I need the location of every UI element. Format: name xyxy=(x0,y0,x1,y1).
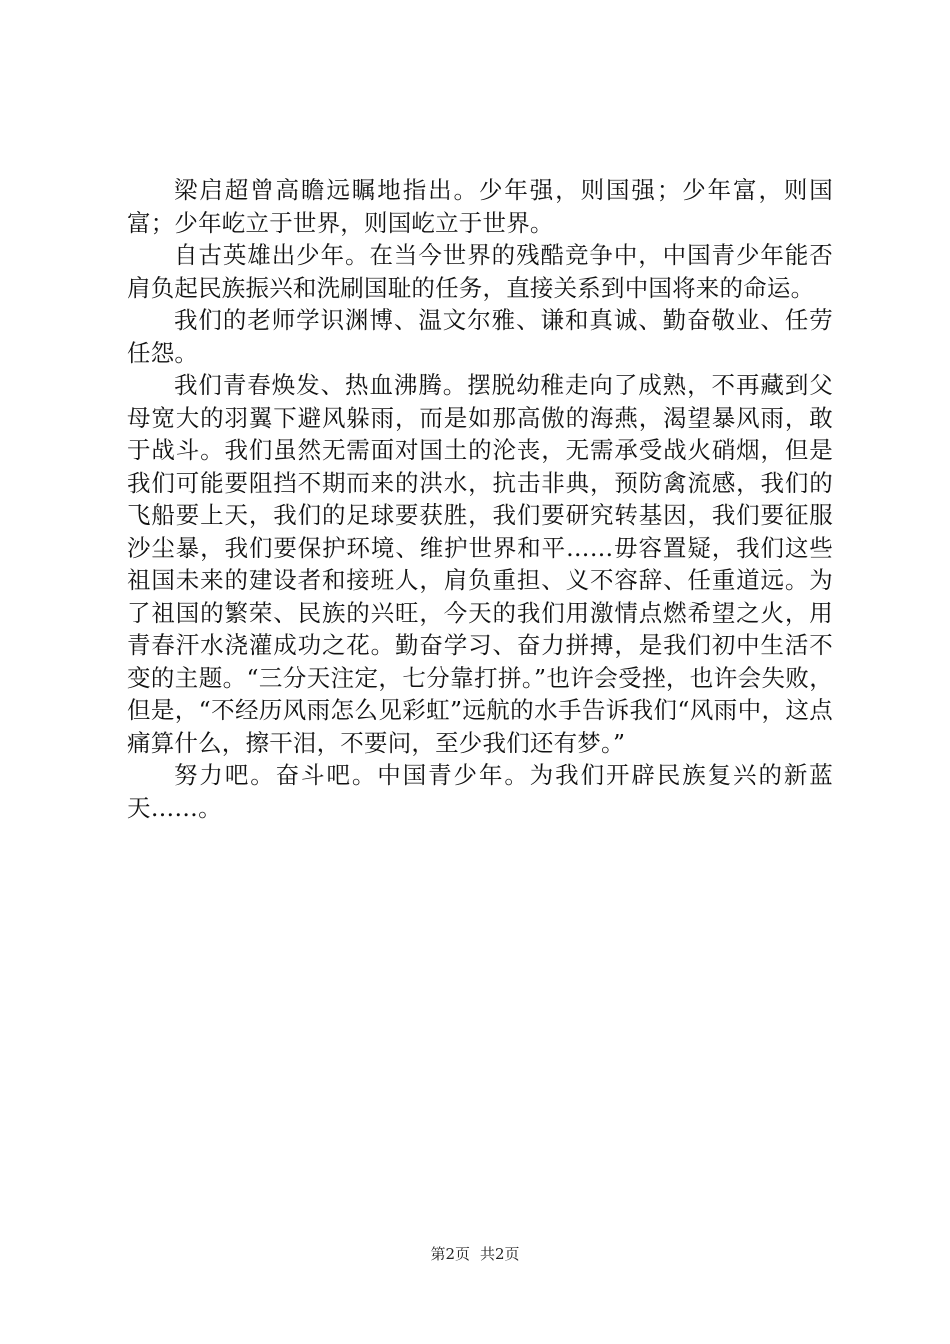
paragraph-1: 梁启超曾高瞻远瞩地指出。少年强，则国强；少年富，则国富；少年屹立于世界，则国屹立于世界。 xyxy=(127,176,833,237)
document-body xyxy=(127,174,833,824)
paragraph-2: 自古英雄出少年。在当今世界的残酷竞争中，中国青少年能否肩负起民族振兴和洗刷国耻的任务，直接关系到中国将来的命运。 xyxy=(127,241,833,302)
page-number-current: 第2页 xyxy=(430,1245,470,1263)
paragraph-3: 我们的老师学识渊博、温文尔雅、谦和真诚、勤奋敬业、任劳任怨。 xyxy=(127,306,833,367)
paragraph-5: 努力吧。奋斗吧。中国青少年。为我们开辟民族复兴的新蓝天……。 xyxy=(127,761,833,822)
page-footer xyxy=(0,1244,950,1264)
page-number-total: 共2页 xyxy=(480,1245,520,1263)
paragraph-4: 我们青春焕发、热血沸腾。摆脱幼稚走向了成熟，不再藏到父母宽大的羽翼下避风躲雨，而是如那高傲的海燕，渴望暴风雨，敢于战斗。我们虽然无需面对国土的沦丧，无需承受战火硝烟，但是我们可能要阻挡不期而来的洪水，抗击非典，预防禽流感，我们的飞船要上天，我们的足球要获胜，我们要研究转基因，我们要征服沙尘暴，我们要保护环境、维护世界和平……毋容置疑，我们这些祖国未来的建设者和接班人，肩负重担、义不容辞、任重道远。为了祖国的繁荣、民族的兴旺，今天的我们用激情点燃希望之火，用青春汗水浇灌成功之花。勤奋学习、奋力拼搏，是我们初中生活不变的主题。“三分天注定，七分靠打拼。”也许会受挫，也许会失败，但是，“不经历风雨怎么见彩虹”远航的水手告诉我们“风雨中，这点痛算什么，擦干泪，不要问，至少我们还有梦。” xyxy=(127,371,833,757)
